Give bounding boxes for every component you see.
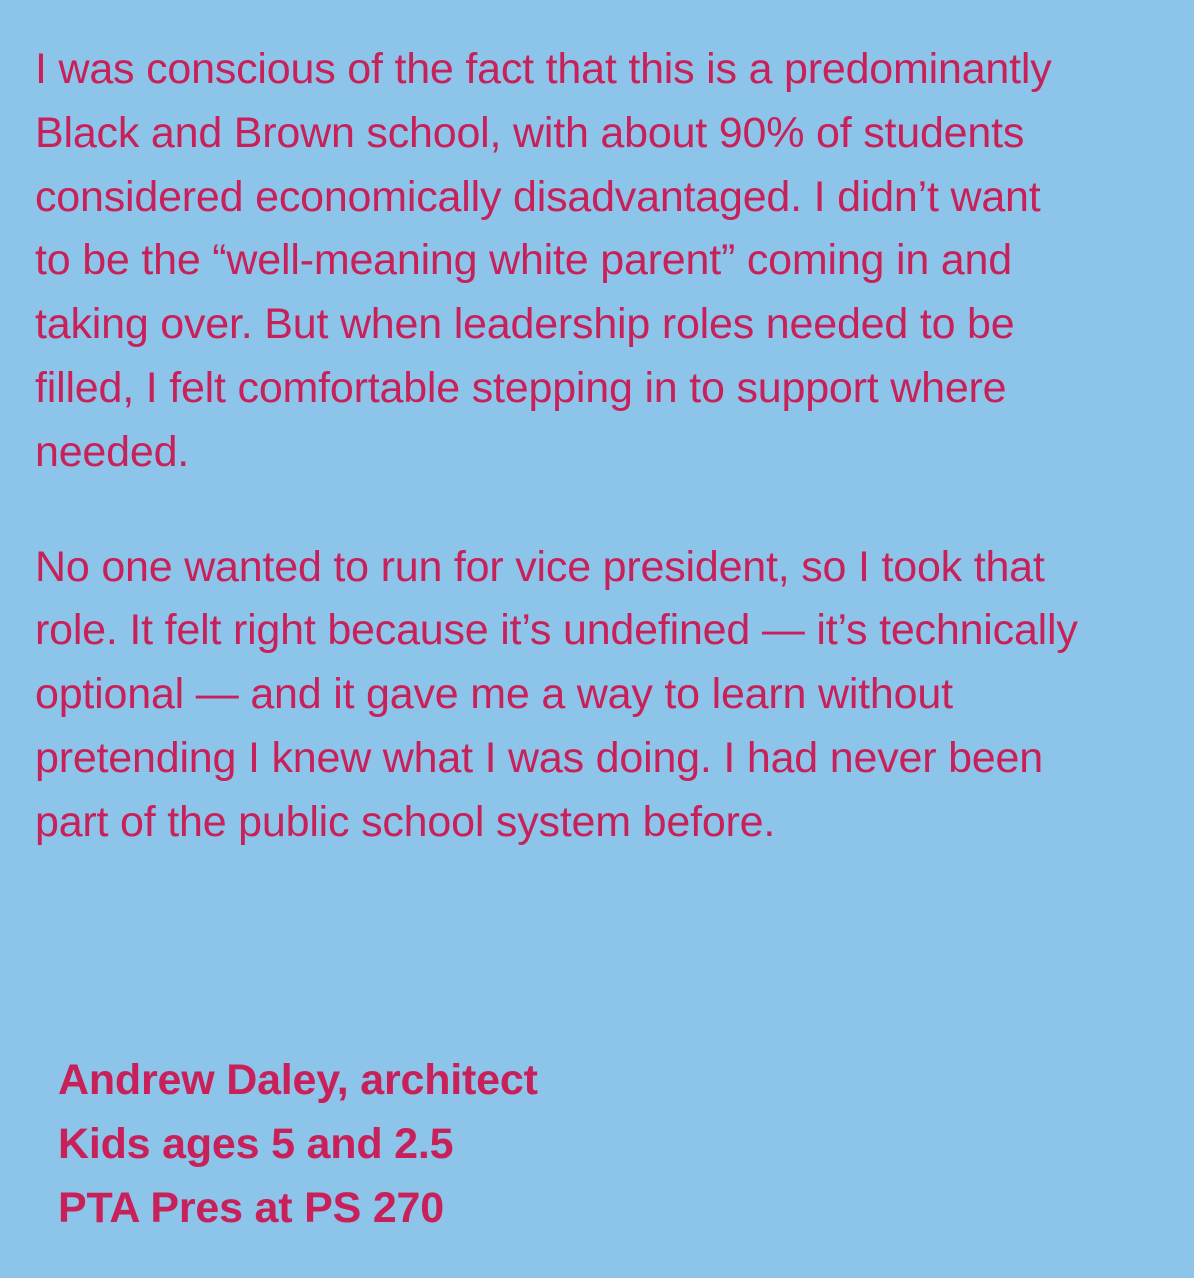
quote-block — [35, 38, 1175, 855]
attribution-name: Andrew Daley, architect — [58, 1056, 538, 1104]
attribution-role: PTA Pres at PS 270 — [58, 1183, 444, 1232]
attribution-kids: Kids ages 5 and 2.5 — [58, 1119, 454, 1168]
quote-paragraph-2: No one wanted to run for vice president, so I took that role. It felt right because it’s undefined — it’s technically optional — and it gave me a way to learn without pretending I knew what I was doing. I had never been part of the public school system before. — [35, 542, 1078, 846]
attribution-block — [58, 1049, 538, 1240]
quote-paragraph-1: I was conscious of the fact that this is a predominantly Black and Brown school, with about 90% of students considered economically disadvantaged. I didn’t want to be the “well-meaning white parent” coming in and taking over. But when leadership roles needed to be filled, I felt comfortable stepping in to support where needed. — [35, 45, 1052, 476]
